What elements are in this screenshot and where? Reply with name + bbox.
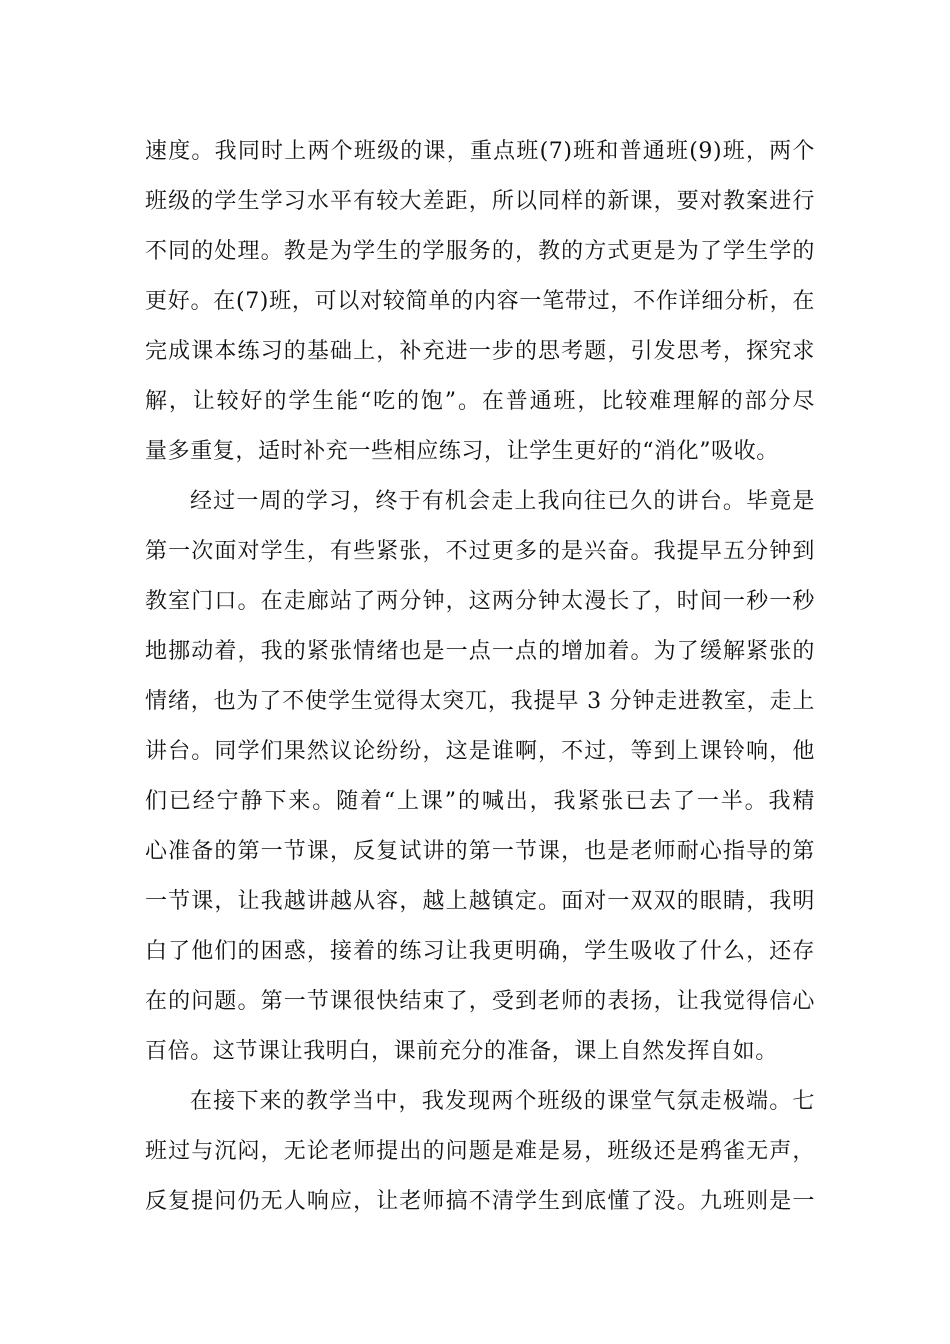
text-line: 第一次面对学生，有些紧张，不过更多的是兴奋。我提早五分钟到	[145, 539, 815, 564]
text-line: 速度。我同时上两个班级的课，重点班(7)班和普通班(9)班，两个	[145, 139, 815, 164]
text-line: 班级的学生学习水平有较大差距，所以同样的新课，要对教案进行	[145, 189, 815, 214]
text-line: 不同的处理。教是为学生的学服务的，教的方式更是为了学生学的	[145, 239, 815, 264]
text-line: 解，让较好的学生能“吃的饱”。在普通班，比较难理解的部分尽	[145, 389, 815, 414]
text-line: 量多重复，适时补充一些相应练习，让学生更好的“消化”吸收。	[145, 439, 779, 464]
paragraph-first-line: 经过一周的学习，终于有机会走上我向往已久的讲台。毕竟是	[190, 489, 815, 514]
text-line: 反复提问仍无人响应，让老师搞不清学生到底懂了没。九班则是一	[145, 1189, 815, 1214]
text-line: 百倍。这节课让我明白，课前充分的准备，课上自然发挥自如。	[145, 1039, 778, 1064]
text-line: 班过与沉闷，无论老师提出的问题是难是易，班级还是鸦雀无声，	[145, 1139, 815, 1164]
text-line: 们已经宁静下来。随着“上课”的喊出，我紧张已去了一半。我精	[145, 789, 815, 814]
text-line: 在的问题。第一节课很快结束了，受到老师的表扬，让我觉得信心	[145, 989, 815, 1014]
paragraph-first-line: 在接下来的教学当中，我发现两个班级的课堂气氛走极端。七	[190, 1089, 815, 1114]
text-line: 讲台。同学们果然议论纷纷，这是谁啊，不过，等到上课铃响，他	[145, 739, 815, 764]
text-line: 心准备的第一节课，反复试讲的第一节课，也是老师耐心指导的第	[145, 839, 815, 864]
text-line: 完成课本练习的基础上，补充进一步的思考题，引发思考，探究求	[145, 339, 815, 364]
text-line: 教室门口。在走廊站了两分钟，这两分钟太漫长了，时间一秒一秒	[145, 589, 815, 614]
text-line: 更好。在(7)班，可以对较简单的内容一笔带过，不作详细分析，在	[145, 289, 815, 314]
text-line: 白了他们的困惑，接着的练习让我更明确，学生吸收了什么，还存	[145, 939, 815, 964]
text-line: 情绪，也为了不使学生觉得太突兀，我提早 3 分钟走进教室，走上	[145, 689, 815, 714]
text-line: 地挪动着，我的紧张情绪也是一点一点的增加着。为了缓解紧张的	[145, 639, 815, 664]
text-line: 一节课，让我越讲越从容，越上越镇定。面对一双双的眼睛，我明	[145, 889, 815, 914]
